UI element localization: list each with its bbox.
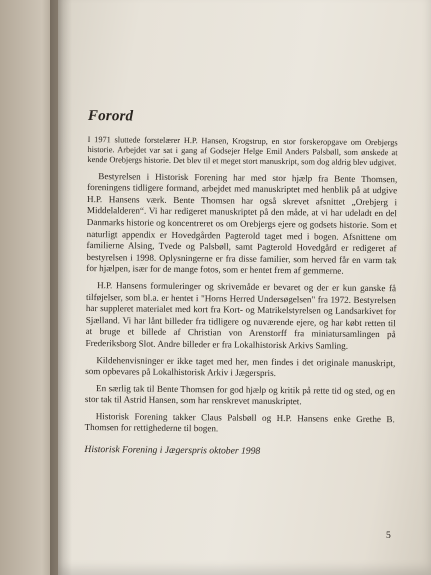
paragraph-3: H.P. Hansens formuleringer og skrivemåde er bevaret og der er kun ganske få tilføjelser, som bl.a. er hentet i "Horns Herred Undersøgelsen" fra 1972. Bestyrelsen har suppleret materialet med kort fra Kort- og Matrikelstyrelsen og Landsarkivet for Sjælland. Vi har lånt billeder fra tidligere og nuværende ejere, og har købt retten til at bruge et billede af Christian von Arenstorff fra miniatursamlingen på Frederiksborg Slot. Andre billeder er fra Lokalhistorisk Arkivs Samling. — [85, 280, 397, 351]
paragraph-6: Historisk Forening takker Claus Palsbøll og H.P. Hansens enke Grethe B. Thomsen for rettighederne til bogen. — [84, 410, 395, 434]
book-gutter-shadow — [50, 0, 72, 575]
paragraph-2: Bestyrelsen i Historisk Forening har med stor hjælp fra Bente Thomsen, foreningens tidligere formand, arbejdet med manuskriptet med henblik på at udgive H.P. Hansens værk. Bente Thomsen har også skrevet afsnittet „Orebjerg i Middelalderen“. Vi har redigeret manuskriptet på den måde, at vi har udeladt en del Danmarks historie og koncentreret os om Orebjergs ejere og godsets historie. Som et naturligt appendix er Hovedgården Pagterold taget med i bogen. Afsnittene om familierne Alsing, Tvede og Palsbøll, samt Pagterold Hovedgård er redigeret af bestyrelsen i 1998. Oplysningerne er fra disse familier, som herved får en varm tak for hjælpen, især for de mange fotos, som er hentet frem af gemmerne. — [86, 170, 398, 277]
page-content — [84, 108, 398, 464]
page-number: 5 — [386, 530, 391, 541]
book-page — [58, 0, 431, 575]
paragraph-1: I 1971 sluttede forstelærer H.P. Hansen, Krogstrup, en stor forskeropgave om Orebjergs historie. Arbejdet var sat i gang af Godsejer Helge Emil Anders Palsbøll, som ønskede at kende Orebjergs historie. Det blev til et meget stort manuskript, som dog aldrig blev udgivet. — [87, 134, 398, 168]
signature-line: Historisk Forening i Jægerspris oktober 1998 — [84, 444, 261, 457]
paragraph-4: Kildehenvisninger er ikke taget med her, men findes i det originale manuskript, som opbevares på Lokalhistorisk Arkiv i Jægerspris. — [85, 354, 396, 379]
page-heading: Forord — [87, 108, 134, 125]
paragraph-5: En særlig tak til Bente Thomsen for god hjælp og kritik på rette tid og sted, og en stor tak til Astrid Hansen, som har renskrevet manuskriptet. — [84, 382, 396, 407]
